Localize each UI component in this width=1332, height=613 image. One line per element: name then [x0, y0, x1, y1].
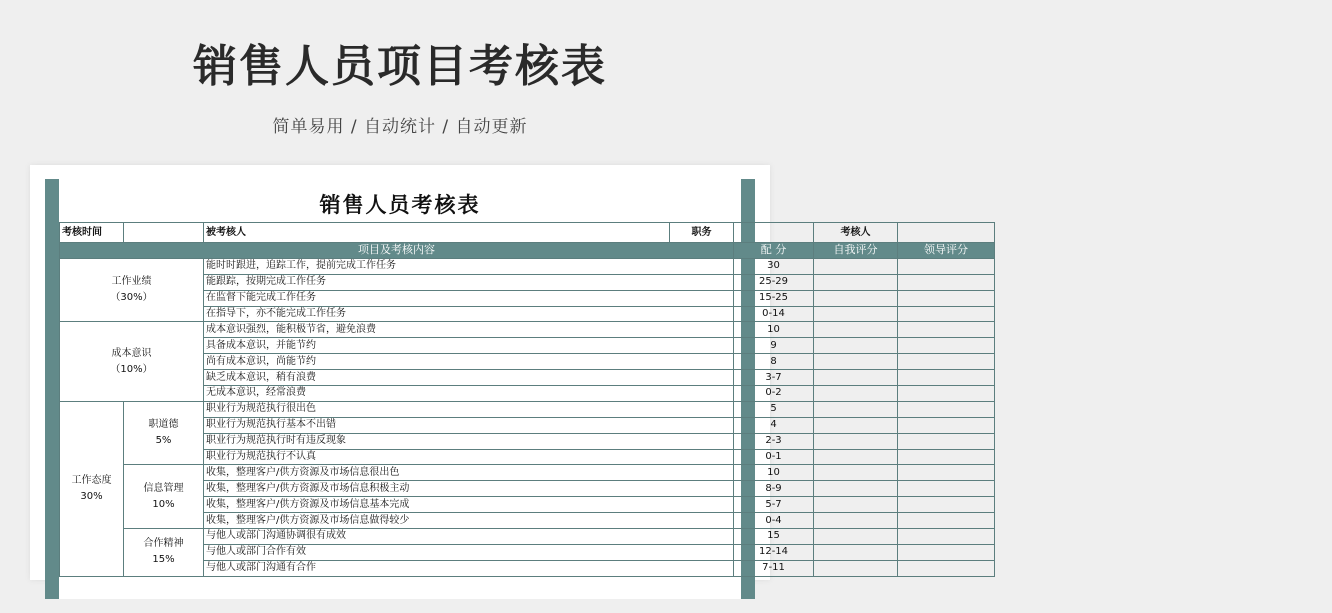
- criterion-score: 10: [734, 465, 814, 481]
- page-subtitle: 简单易用 / 自动统计 / 自动更新: [272, 117, 528, 137]
- table-row: [60, 386, 1332, 402]
- self-score-cell[interactable]: [814, 401, 898, 417]
- info-time-label: 考核时间: [60, 223, 124, 243]
- criterion-text: 职业行为规范执行时有违反现象: [204, 433, 734, 449]
- criterion-score: 7-11: [734, 560, 814, 576]
- criterion-text: 职业行为规范执行基本不出错: [204, 417, 734, 433]
- category-name: 成本意识: [111, 347, 152, 359]
- table-row: [60, 401, 1332, 417]
- criterion-text: 收集，整理客户/供方资源及市场信息做得较少: [204, 513, 734, 529]
- leader-score-cell[interactable]: [898, 513, 995, 529]
- table-row: [60, 274, 1332, 290]
- self-score-cell[interactable]: [814, 560, 898, 576]
- table-row: [60, 370, 1332, 386]
- self-score-cell[interactable]: [814, 529, 898, 545]
- self-score-cell[interactable]: [814, 354, 898, 370]
- self-score-cell[interactable]: [814, 370, 898, 386]
- table-row: [60, 481, 1332, 497]
- column-header-row: [60, 243, 1332, 259]
- table-row: [60, 449, 1332, 465]
- subcategory-cell: [124, 465, 204, 529]
- table-row: [60, 306, 1332, 322]
- column-item-header: 项目及考核内容: [60, 243, 734, 259]
- table-row: [60, 465, 1332, 481]
- criterion-score: 15-25: [734, 290, 814, 306]
- self-score-cell[interactable]: [814, 322, 898, 338]
- self-score-cell[interactable]: [814, 338, 898, 354]
- criterion-text: 在指导下，亦不能完成工作任务: [204, 306, 734, 322]
- leader-score-cell[interactable]: [898, 433, 995, 449]
- column-leader-header: 领导评分: [898, 243, 995, 259]
- criterion-score: 0-1: [734, 449, 814, 465]
- category-weight: 15%: [152, 554, 175, 566]
- leader-score-cell[interactable]: [898, 322, 995, 338]
- criterion-text: 在监督下能完成工作任务: [204, 290, 734, 306]
- self-score-cell[interactable]: [814, 274, 898, 290]
- self-score-cell[interactable]: [814, 306, 898, 322]
- criterion-text: 职业行为规范执行不认真: [204, 449, 734, 465]
- info-position-value[interactable]: [734, 223, 814, 243]
- criterion-text: 职业行为规范执行很出色: [204, 401, 734, 417]
- table-row: [60, 560, 1332, 576]
- self-score-cell[interactable]: [814, 433, 898, 449]
- leader-score-cell[interactable]: [898, 354, 995, 370]
- criterion-text: 能时时跟进，追踪工作，提前完成工作任务: [204, 258, 734, 274]
- criterion-text: 与他人或部门合作有效: [204, 544, 734, 560]
- subcategory-cell: [124, 529, 204, 577]
- category-weight: （10%）: [110, 363, 153, 375]
- criterion-score: 2-3: [734, 433, 814, 449]
- self-score-cell[interactable]: [814, 513, 898, 529]
- criterion-score: 4: [734, 417, 814, 433]
- info-row: [60, 223, 1332, 243]
- criterion-score: 30: [734, 258, 814, 274]
- info-assessor-value[interactable]: [898, 223, 995, 243]
- leader-score-cell[interactable]: [898, 529, 995, 545]
- criterion-score: 0-14: [734, 306, 814, 322]
- leader-score-cell[interactable]: [898, 274, 995, 290]
- category-cell: [60, 258, 204, 322]
- sheet-title: 销售人员考核表: [319, 193, 481, 217]
- table-row: [60, 354, 1332, 370]
- category-cell: [60, 322, 204, 401]
- page-title: 销售人员项目考核表: [193, 41, 607, 92]
- criterion-score: 10: [734, 322, 814, 338]
- category-name: 信息管理: [143, 482, 184, 494]
- column-self-header: 自我评分: [814, 243, 898, 259]
- assessment-table: [59, 222, 1332, 577]
- spreadsheet-preview-card: [30, 165, 968, 580]
- category-cell: [60, 401, 124, 576]
- column-score-header: 配 分: [734, 243, 814, 259]
- info-assessee-label: 被考核人: [204, 223, 670, 243]
- table-row: [60, 513, 1332, 529]
- self-score-cell[interactable]: [814, 481, 898, 497]
- assessment-sheet: [59, 179, 968, 599]
- criterion-score: 9: [734, 338, 814, 354]
- table-row: [60, 290, 1332, 306]
- criterion-text: 具备成本意识，并能节约: [204, 338, 734, 354]
- info-assessor-label: 考核人: [814, 223, 898, 243]
- criterion-score: 8: [734, 354, 814, 370]
- self-score-cell[interactable]: [814, 497, 898, 513]
- self-score-cell[interactable]: [814, 417, 898, 433]
- self-score-cell[interactable]: [814, 386, 898, 402]
- leader-score-cell[interactable]: [898, 401, 995, 417]
- table-row: [60, 258, 1332, 274]
- criterion-text: 收集，整理客户/供方资源及市场信息基本完成: [204, 497, 734, 513]
- leader-score-cell[interactable]: [898, 481, 995, 497]
- leader-score-cell[interactable]: [898, 560, 995, 576]
- criterion-score: 3-7: [734, 370, 814, 386]
- table-row: [60, 322, 1332, 338]
- table-row: [60, 544, 1332, 560]
- self-score-cell[interactable]: [814, 465, 898, 481]
- criterion-text: 收集，整理客户/供方资源及市场信息积极主动: [204, 481, 734, 497]
- category-name: 工作业绩: [111, 276, 152, 288]
- category-weight: 30%: [80, 490, 103, 502]
- leader-score-cell[interactable]: [898, 306, 995, 322]
- self-score-cell[interactable]: [814, 258, 898, 274]
- table-row: [60, 433, 1332, 449]
- sheet-frame: [45, 179, 968, 599]
- self-score-cell[interactable]: [814, 544, 898, 560]
- table-row: [60, 417, 1332, 433]
- criterion-score: 5: [734, 401, 814, 417]
- criterion-text: 成本意识强烈，能积极节省，避免浪费: [204, 322, 734, 338]
- info-time-value[interactable]: [124, 223, 204, 243]
- table-row: [60, 497, 1332, 513]
- leader-score-cell[interactable]: [898, 258, 995, 274]
- self-score-cell[interactable]: [814, 290, 898, 306]
- table-row: [60, 529, 1332, 545]
- leader-score-cell[interactable]: [898, 417, 995, 433]
- category-name: 职道德: [148, 419, 179, 431]
- criterion-score: 12-14: [734, 544, 814, 560]
- category-weight: 10%: [152, 498, 175, 510]
- leader-score-cell[interactable]: [898, 386, 995, 402]
- criterion-score: 0-4: [734, 513, 814, 529]
- self-score-cell[interactable]: [814, 449, 898, 465]
- leader-score-cell[interactable]: [898, 449, 995, 465]
- category-weight: 5%: [155, 435, 172, 447]
- criterion-text: 尚有成本意识，尚能节约: [204, 354, 734, 370]
- criterion-text: 无成本意识，经常浪费: [204, 386, 734, 402]
- leader-score-cell[interactable]: [898, 370, 995, 386]
- criterion-score: 5-7: [734, 497, 814, 513]
- criterion-text: 与他人或部门沟通有合作: [204, 560, 734, 576]
- category-name: 合作精神: [143, 538, 184, 550]
- table-row: [60, 338, 1332, 354]
- criterion-text: 能跟踪，按期完成工作任务: [204, 274, 734, 290]
- criterion-text: 收集，整理客户/供方资源及市场信息很出色: [204, 465, 734, 481]
- category-name: 工作态度: [71, 474, 112, 486]
- criterion-score: 8-9: [734, 481, 814, 497]
- subcategory-cell: [124, 401, 204, 465]
- criterion-score: 15: [734, 529, 814, 545]
- criterion-text: 与他人或部门沟通协调很有成效: [204, 529, 734, 545]
- leader-score-cell[interactable]: [898, 465, 995, 481]
- criterion-score: 0-2: [734, 386, 814, 402]
- criterion-score: 25-29: [734, 274, 814, 290]
- criterion-text: 缺乏成本意识，稍有浪费: [204, 370, 734, 386]
- category-weight: （30%）: [110, 292, 153, 304]
- leader-score-cell[interactable]: [898, 338, 995, 354]
- info-position-label: 职务: [670, 223, 734, 243]
- leader-score-cell[interactable]: [898, 497, 995, 513]
- leader-score-cell[interactable]: [898, 290, 995, 306]
- leader-score-cell[interactable]: [898, 544, 995, 560]
